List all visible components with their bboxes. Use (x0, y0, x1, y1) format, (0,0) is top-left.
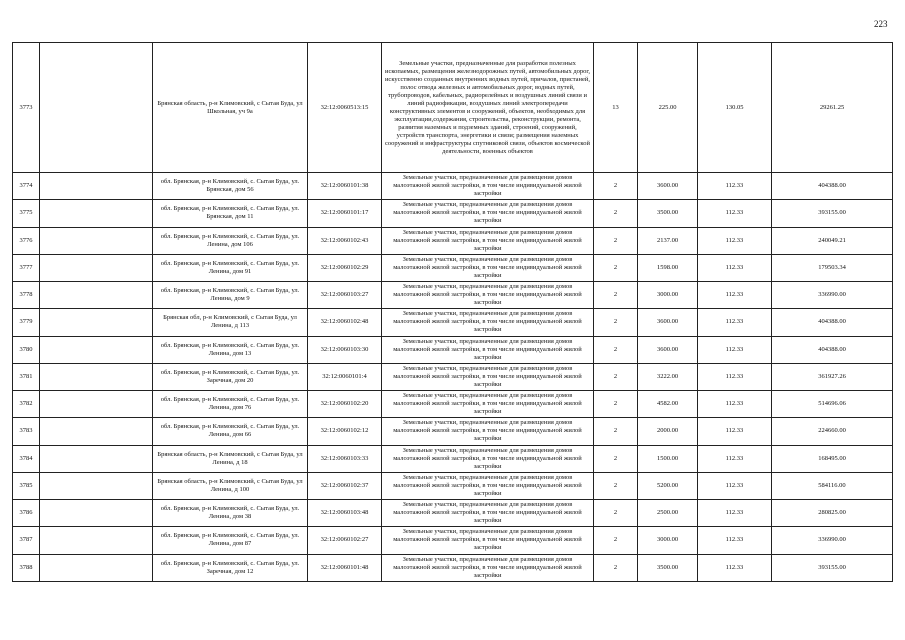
row-number-cell: 3784 (13, 445, 40, 472)
blank-cell (40, 336, 153, 363)
cadastral-value-cell: 179503.34 (772, 254, 893, 281)
table-row (13, 282, 893, 309)
cadastral-value-cell: 404388.00 (772, 309, 893, 336)
table-row (13, 554, 893, 581)
cadastral-number-cell: 32:12:0060101:17 (308, 200, 382, 227)
address-cell: Брянская область, р-н Климовский, с Сытая Буда, ул Ленина, д 18 (153, 445, 308, 472)
area-cell: 3500.00 (638, 554, 698, 581)
category-cell: 13 (594, 43, 638, 173)
table-row (13, 391, 893, 418)
category-cell: 2 (594, 282, 638, 309)
table-row (13, 336, 893, 363)
category-cell: 2 (594, 227, 638, 254)
area-cell: 3600.00 (638, 173, 698, 200)
land-use-description-cell: Земельные участки, предназначенные для размещения домов малоэтажной жилой застройки, в том числе индивидуальной жилой застройки (382, 391, 594, 418)
row-number-cell: 3785 (13, 472, 40, 499)
row-number-cell: 3783 (13, 418, 40, 445)
area-cell: 4582.00 (638, 391, 698, 418)
category-cell: 2 (594, 445, 638, 472)
table-body (13, 43, 893, 582)
blank-cell (40, 173, 153, 200)
row-number-cell: 3788 (13, 554, 40, 581)
address-cell: обл. Брянская, р-н Климовский, с. Сытая Буда, ул. Ленина, дом 38 (153, 500, 308, 527)
blank-cell (40, 391, 153, 418)
address-cell: Брянская обл, р-н Климовский, с Сытая Буда, ул Ленина, д 113 (153, 309, 308, 336)
cadastral-number-cell: 32:12:0060102:12 (308, 418, 382, 445)
category-cell: 2 (594, 200, 638, 227)
table-row (13, 445, 893, 472)
blank-cell (40, 254, 153, 281)
address-cell: обл. Брянская, р-н Климовский, с. Сытая Буда, ул. Заречная, дом 12 (153, 554, 308, 581)
rate-cell: 112.33 (698, 309, 772, 336)
cadastral-value-cell: 393155.00 (772, 554, 893, 581)
table-row (13, 500, 893, 527)
table-row (13, 227, 893, 254)
cadastral-value-cell: 224660.00 (772, 418, 893, 445)
blank-cell (40, 445, 153, 472)
area-cell: 5200.00 (638, 472, 698, 499)
category-cell: 2 (594, 554, 638, 581)
rate-cell: 112.33 (698, 363, 772, 390)
area-cell: 3000.00 (638, 282, 698, 309)
rate-cell: 112.33 (698, 445, 772, 472)
cadastral-value-cell: 584116.00 (772, 472, 893, 499)
page-number: 223 (874, 19, 888, 29)
cadastral-value-cell: 29261.25 (772, 43, 893, 173)
cadastral-value-cell: 361927.26 (772, 363, 893, 390)
area-cell: 2000.00 (638, 418, 698, 445)
blank-cell (40, 43, 153, 173)
area-cell: 3000.00 (638, 527, 698, 554)
rate-cell: 112.33 (698, 418, 772, 445)
area-cell: 2500.00 (638, 500, 698, 527)
row-number-cell: 3775 (13, 200, 40, 227)
table-row (13, 472, 893, 499)
category-cell: 2 (594, 336, 638, 363)
cadastral-number-cell: 32:12:0060513:15 (308, 43, 382, 173)
row-number-cell: 3779 (13, 309, 40, 336)
table-row (13, 418, 893, 445)
land-use-description-cell: Земельные участки, предназначенные для размещения домов малоэтажной жилой застройки, в том числе индивидуальной жилой застройки (382, 500, 594, 527)
cadastral-number-cell: 32:12:0060102:43 (308, 227, 382, 254)
row-number-cell: 3787 (13, 527, 40, 554)
rate-cell: 112.33 (698, 391, 772, 418)
cadastral-value-cell: 240049.21 (772, 227, 893, 254)
area-cell: 225.00 (638, 43, 698, 173)
area-cell: 1500.00 (638, 445, 698, 472)
row-number-cell: 3786 (13, 500, 40, 527)
blank-cell (40, 527, 153, 554)
cadastral-number-cell: 32:12:0060101:48 (308, 554, 382, 581)
category-cell: 2 (594, 363, 638, 390)
blank-cell (40, 309, 153, 336)
cadastral-number-cell: 32:12:0060102:29 (308, 254, 382, 281)
table-row (13, 254, 893, 281)
address-cell: обл. Брянская, р-н Климовский, с. Сытая Буда, ул. Брянская, дом 56 (153, 173, 308, 200)
row-number-cell: 3774 (13, 173, 40, 200)
land-use-description-cell: Земельные участки, предназначенные для размещения домов малоэтажной жилой застройки, в том числе индивидуальной жилой застройки (382, 200, 594, 227)
table-row (13, 173, 893, 200)
blank-cell (40, 282, 153, 309)
blank-cell (40, 227, 153, 254)
address-cell: обл. Брянская, р-н Климовский, с. Сытая Буда, ул. Ленина, дом 76 (153, 391, 308, 418)
land-use-description-cell: Земельные участки, предназначенные для размещения домов малоэтажной жилой застройки, в том числе индивидуальной жилой застройки (382, 527, 594, 554)
blank-cell (40, 472, 153, 499)
area-cell: 3222.00 (638, 363, 698, 390)
rate-cell: 112.33 (698, 200, 772, 227)
rate-cell: 112.33 (698, 254, 772, 281)
blank-cell (40, 200, 153, 227)
land-use-description-cell: Земельные участки, предназначенные для размещения домов малоэтажной жилой застройки, в том числе индивидуальной жилой застройки (382, 418, 594, 445)
land-use-description-cell: Земельные участки, предназначенные для размещения домов малоэтажной жилой застройки, в том числе индивидуальной жилой застройки (382, 282, 594, 309)
row-number-cell: 3778 (13, 282, 40, 309)
table-row (13, 309, 893, 336)
cadastral-number-cell: 32:12:0060102:37 (308, 472, 382, 499)
land-use-description-cell: Земельные участки, предназначенные для размещения домов малоэтажной жилой застройки, в том числе индивидуальной жилой застройки (382, 227, 594, 254)
cadastral-value-cell: 393155.00 (772, 200, 893, 227)
category-cell: 2 (594, 254, 638, 281)
category-cell: 2 (594, 391, 638, 418)
address-cell: обл. Брянская, р-н Климовский, с. Сытая Буда, ул. Ленина, дом 91 (153, 254, 308, 281)
category-cell: 2 (594, 309, 638, 336)
address-cell: обл. Брянская, р-н Климовский, с. Сытая Буда, ул. Ленина, дом 66 (153, 418, 308, 445)
blank-cell (40, 554, 153, 581)
rate-cell: 112.33 (698, 336, 772, 363)
cadastral-number-cell: 32:12:0060103:48 (308, 500, 382, 527)
cadastral-value-cell: 404388.00 (772, 173, 893, 200)
land-use-description-cell: Земельные участки, предназначенные для размещения домов малоэтажной жилой застройки, в том числе индивидуальной жилой застройки (382, 472, 594, 499)
rate-cell: 112.33 (698, 227, 772, 254)
category-cell: 2 (594, 173, 638, 200)
land-use-description-cell: Земельные участки, предназначенные для разработки полезных ископаемых, размещения железнодорожных путей, автомобильных дорог, искусственно созданных внутренних водных путей, причалов, пристаней, полос отвода железных и автомобильных дорог, водных путей, трубопроводов, кабельных, радиорелейных и воздушных линий связи и линий радиофикации, воздушных линий электропередачи конструктивных элементов и сооружений, объектов, необходимых для эксплуатации,содержания, строительства, реконструкции, ремонта, развития наземных и подземных зданий, строений, сооружений, устройств транспорта, энергетики и связи; размещения наземных сооружений и инфраструктуры спутниковой связи, объектов космической деятельности, военных объектов (382, 43, 594, 173)
area-cell: 3600.00 (638, 336, 698, 363)
cadastral-value-cell: 514696.06 (772, 391, 893, 418)
table-row (13, 363, 893, 390)
category-cell: 2 (594, 472, 638, 499)
address-cell: обл. Брянская, р-н Климовский, с. Сытая Буда, ул. Брянская, дом 11 (153, 200, 308, 227)
table-row (13, 43, 893, 173)
cadastral-number-cell: 32:12:0060101:4 (308, 363, 382, 390)
land-use-description-cell: Земельные участки, предназначенные для размещения домов малоэтажной жилой застройки, в том числе индивидуальной жилой застройки (382, 445, 594, 472)
address-cell: обл. Брянская, р-н Климовский, с. Сытая Буда, ул. Ленина, дом 106 (153, 227, 308, 254)
address-cell: Брянская область, р-н Климовский, с Сытая Буда, ул Школьная, уч 9а (153, 43, 308, 173)
cadastral-value-cell: 280825.00 (772, 500, 893, 527)
cadastral-number-cell: 32:12:0060103:27 (308, 282, 382, 309)
row-number-cell: 3777 (13, 254, 40, 281)
cadastral-value-cell: 336990.00 (772, 527, 893, 554)
area-cell: 3500.00 (638, 200, 698, 227)
area-cell: 3600.00 (638, 309, 698, 336)
land-use-description-cell: Земельные участки, предназначенные для размещения домов малоэтажной жилой застройки, в том числе индивидуальной жилой застройки (382, 173, 594, 200)
row-number-cell: 3781 (13, 363, 40, 390)
address-cell: обл. Брянская, р-н Климовский, с. Сытая Буда, ул. Ленина, дом 9 (153, 282, 308, 309)
blank-cell (40, 500, 153, 527)
category-cell: 2 (594, 527, 638, 554)
rate-cell: 112.33 (698, 173, 772, 200)
address-cell: обл. Брянская, р-н Климовский, с. Сытая Буда, ул. Заречная, дом 20 (153, 363, 308, 390)
rate-cell: 112.33 (698, 527, 772, 554)
blank-cell (40, 418, 153, 445)
cadastral-value-cell: 336990.00 (772, 282, 893, 309)
rate-cell: 130.05 (698, 43, 772, 173)
table-row (13, 527, 893, 554)
address-cell: обл. Брянская, р-н Климовский, с. Сытая Буда, ул. Ленина, дом 87 (153, 527, 308, 554)
rate-cell: 112.33 (698, 472, 772, 499)
area-cell: 2137.00 (638, 227, 698, 254)
cadastral-number-cell: 32:12:0060102:48 (308, 309, 382, 336)
area-cell: 1598.00 (638, 254, 698, 281)
land-use-description-cell: Земельные участки, предназначенные для размещения домов малоэтажной жилой застройки, в том числе индивидуальной жилой застройки (382, 336, 594, 363)
land-plots-table (12, 42, 893, 582)
row-number-cell: 3773 (13, 43, 40, 173)
category-cell: 2 (594, 418, 638, 445)
land-use-description-cell: Земельные участки, предназначенные для размещения домов малоэтажной жилой застройки, в том числе индивидуальной жилой застройки (382, 254, 594, 281)
blank-cell (40, 363, 153, 390)
cadastral-value-cell: 168495.00 (772, 445, 893, 472)
rate-cell: 112.33 (698, 282, 772, 309)
row-number-cell: 3776 (13, 227, 40, 254)
cadastral-number-cell: 32:12:0060102:27 (308, 527, 382, 554)
rate-cell: 112.33 (698, 500, 772, 527)
row-number-cell: 3780 (13, 336, 40, 363)
cadastral-value-cell: 404388.00 (772, 336, 893, 363)
land-use-description-cell: Земельные участки, предназначенные для размещения домов малоэтажной жилой застройки, в том числе индивидуальной жилой застройки (382, 363, 594, 390)
address-cell: обл. Брянская, р-н Климовский, с. Сытая Буда, ул. Ленина, дом 13 (153, 336, 308, 363)
cadastral-number-cell: 32:12:0060103:33 (308, 445, 382, 472)
cadastral-number-cell: 32:12:0060103:30 (308, 336, 382, 363)
land-use-description-cell: Земельные участки, предназначенные для размещения домов малоэтажной жилой застройки, в том числе индивидуальной жилой застройки (382, 554, 594, 581)
category-cell: 2 (594, 500, 638, 527)
address-cell: Брянская область, р-н Климовский, с Сытая Буда, ул Ленина, д 100 (153, 472, 308, 499)
cadastral-number-cell: 32:12:0060102:20 (308, 391, 382, 418)
row-number-cell: 3782 (13, 391, 40, 418)
land-use-description-cell: Земельные участки, предназначенные для размещения домов малоэтажной жилой застройки, в том числе индивидуальной жилой застройки (382, 309, 594, 336)
rate-cell: 112.33 (698, 554, 772, 581)
cadastral-number-cell: 32:12:0060101:38 (308, 173, 382, 200)
table-row (13, 200, 893, 227)
